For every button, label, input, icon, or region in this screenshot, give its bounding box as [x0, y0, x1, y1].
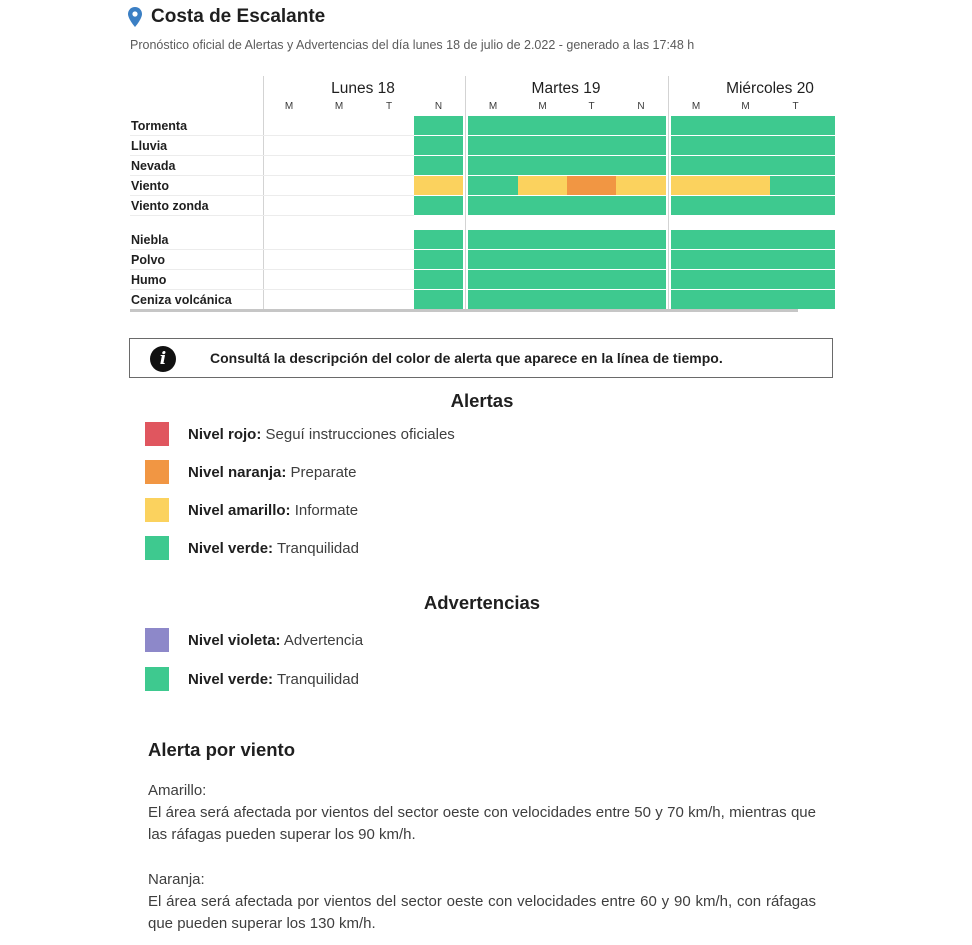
timeline-cell-verde — [770, 230, 835, 249]
legend-text — [188, 540, 359, 557]
wind-naranja-text: El área será afectada por vientos del sector oeste con velocidades entre 60 y 90 km/h, con ráfagas que pueden superar los 130 km/h. — [148, 893, 816, 932]
timeline-cell-amarillo — [414, 176, 463, 195]
period-label: M — [488, 101, 498, 112]
timeline-cell-verde — [770, 270, 835, 289]
row-label: Ceniza volcánica — [131, 293, 232, 307]
timeline-cell-verde — [567, 116, 616, 135]
legend-text — [188, 464, 356, 481]
timeline-cell-amarillo — [616, 176, 666, 195]
timeline-cell-verde — [567, 230, 616, 249]
timeline-cell-verde — [567, 196, 616, 215]
wind-amarillo-label: Amarillo: — [148, 782, 207, 799]
timeline-cell-verde — [721, 156, 770, 175]
timeline-cell-verde — [414, 156, 463, 175]
legend-item — [145, 422, 455, 446]
legend-item — [145, 667, 359, 691]
timeline-cell-verde — [770, 176, 835, 195]
timeline-cell-verde — [721, 270, 770, 289]
timeline-cell-verde — [567, 270, 616, 289]
timeline-cell-verde — [721, 230, 770, 249]
timeline-cell-verde — [616, 290, 666, 309]
timeline-cell-verde — [721, 136, 770, 155]
forecast-subtitle: Pronóstico oficial de Alertas y Advertencias del día lunes 18 de julio de 2.022 - generado a las 17:48 h — [130, 38, 695, 52]
timeline-cell-verde — [567, 156, 616, 175]
day-divider — [465, 76, 466, 310]
timeline-cell-verde — [414, 196, 463, 215]
day-label: Miércoles 20 — [726, 80, 814, 97]
alert-timeline — [0, 0, 972, 320]
row-separator — [130, 249, 414, 250]
legend-level-description: Seguí instrucciones oficiales — [261, 425, 455, 443]
timeline-cell-verde — [770, 116, 835, 135]
timeline-cell-verde — [770, 250, 835, 269]
timeline-cell-verde — [616, 230, 666, 249]
location-title: Costa de Escalante — [151, 6, 326, 27]
legend-level-description: Tranquilidad — [273, 539, 359, 557]
legend-level-description: Advertencia — [280, 631, 364, 649]
row-separator — [130, 195, 414, 196]
info-icon: i — [150, 346, 176, 372]
timeline-cell-verde — [468, 230, 518, 249]
legend-item — [145, 628, 363, 652]
timeline-cell-verde — [671, 250, 721, 269]
wind-amarillo-text: El área será afectada por vientos del sector oeste con velocidades entre 50 y 70 km/h, mientras que las ráfagas pueden superar los 90 km/h. — [148, 804, 816, 843]
timeline-cell-verde — [671, 116, 721, 135]
day-label: Martes 19 — [531, 80, 601, 97]
color-swatch — [145, 460, 169, 484]
timeline-cell-verde — [468, 196, 518, 215]
row-separator — [130, 289, 414, 290]
timeline-cell-verde — [518, 290, 567, 309]
color-swatch — [145, 498, 169, 522]
timeline-cell-verde — [770, 136, 835, 155]
timeline-cell-verde — [414, 230, 463, 249]
period-label: T — [588, 101, 595, 112]
timeline-cell-verde — [567, 136, 616, 155]
legend-level-name: Nivel naranja: — [188, 463, 287, 481]
timeline-cell-verde — [518, 196, 567, 215]
legend-level-name: Nivel violeta: — [188, 631, 281, 649]
day-label: Lunes 18 — [331, 80, 395, 97]
period-label: M — [538, 101, 547, 112]
period-label: M — [334, 101, 344, 112]
timeline-cell-verde — [671, 156, 721, 175]
timeline-cell-verde — [616, 250, 666, 269]
timeline-cell-verde — [518, 250, 567, 269]
timeline-cell-verde — [414, 250, 463, 269]
row-label: Lluvia — [131, 139, 168, 153]
period-label: M — [284, 101, 294, 112]
timeline-cell-verde — [468, 270, 518, 289]
timeline-cell-verde — [518, 116, 567, 135]
timeline-cell-verde — [414, 290, 463, 309]
timeline-cell-amarillo — [518, 176, 567, 195]
wind-naranja-label: Naranja: — [148, 871, 205, 888]
period-label: M — [741, 101, 750, 112]
row-separator — [130, 135, 414, 136]
timeline-cell-verde — [468, 156, 518, 175]
legend-level-description: Informate — [290, 501, 359, 519]
timeline-cell-verde — [567, 250, 616, 269]
timeline-cell-verde — [468, 136, 518, 155]
period-label: M — [691, 101, 701, 112]
color-swatch — [145, 628, 169, 652]
timeline-cell-verde — [414, 116, 463, 135]
legend-level-name: Nivel rojo: — [188, 425, 262, 443]
timeline-cell-verde — [616, 136, 666, 155]
info-text: Consultá la descripción del color de alerta que aparece en la línea de tiempo. — [210, 350, 723, 366]
day-divider — [263, 76, 264, 310]
timeline-cell-verde — [616, 270, 666, 289]
timeline-cell-verde — [616, 156, 666, 175]
legend-level-name: Nivel verde: — [188, 670, 274, 688]
timeline-cell-verde — [518, 136, 567, 155]
timeline-cell-verde — [414, 136, 463, 155]
timeline-cell-verde — [671, 136, 721, 155]
legend-item — [145, 498, 358, 522]
legend-text — [188, 671, 359, 688]
legend-level-description: Preparate — [286, 463, 357, 481]
row-label: Viento — [131, 179, 169, 193]
timeline-cell-verde — [671, 270, 721, 289]
timeline-cell-verde — [518, 156, 567, 175]
timeline-cell-verde — [770, 290, 835, 309]
timeline-cell-verde — [616, 196, 666, 215]
timeline-cell-verde — [671, 196, 721, 215]
row-separator — [130, 175, 414, 176]
timeline-cell-verde — [671, 230, 721, 249]
color-swatch — [145, 536, 169, 560]
period-label: N — [637, 101, 645, 112]
timeline-cell-verde — [671, 290, 721, 309]
timeline-cell-verde — [567, 290, 616, 309]
timeline-bottom-border — [130, 309, 798, 312]
row-label: Viento zonda — [131, 199, 209, 213]
alertas-title: Alertas — [450, 390, 514, 411]
period-label: N — [434, 101, 443, 112]
row-separator — [130, 215, 414, 216]
timeline-cell-verde — [468, 176, 518, 195]
legend-level-name: Nivel verde: — [188, 539, 274, 557]
period-label: T — [385, 101, 393, 112]
row-label: Tormenta — [131, 119, 188, 133]
timeline-cell-verde — [770, 156, 835, 175]
timeline-cell-verde — [721, 196, 770, 215]
legend-text — [188, 632, 363, 649]
wind-alert-title: Alerta por viento — [148, 739, 295, 760]
legend-level-name: Nivel amarillo: — [188, 501, 291, 519]
color-swatch — [145, 667, 169, 691]
day-divider — [668, 76, 669, 310]
info-box — [129, 338, 833, 378]
timeline-cell-naranja — [567, 176, 616, 195]
legend-level-description: Tranquilidad — [273, 670, 359, 688]
timeline-cell-verde — [518, 230, 567, 249]
timeline-cell-verde — [721, 290, 770, 309]
row-label: Humo — [131, 273, 167, 287]
timeline-cell-verde — [616, 116, 666, 135]
advertencias-title: Advertencias — [423, 592, 541, 613]
row-separator — [130, 269, 414, 270]
timeline-cell-verde — [468, 116, 518, 135]
timeline-cell-verde — [518, 270, 567, 289]
row-label: Niebla — [131, 233, 169, 247]
legend-item — [145, 536, 359, 560]
timeline-cell-amarillo — [671, 176, 721, 195]
legend-text — [188, 502, 358, 519]
period-label: T — [792, 101, 799, 112]
timeline-cell-verde — [721, 116, 770, 135]
legend-item — [145, 460, 356, 484]
timeline-cell-verde — [414, 270, 463, 289]
color-swatch — [145, 422, 169, 446]
wind-naranja-paragraph — [148, 869, 816, 935]
timeline-cell-verde — [721, 250, 770, 269]
timeline-cell-amarillo — [721, 176, 770, 195]
row-label: Polvo — [131, 253, 166, 267]
legend-text — [188, 426, 455, 443]
row-label: Nevada — [131, 159, 176, 173]
timeline-cell-verde — [468, 250, 518, 269]
timeline-cell-verde — [770, 196, 835, 215]
timeline-cell-verde — [468, 290, 518, 309]
wind-amarillo-paragraph — [148, 780, 816, 846]
row-separator — [130, 155, 414, 156]
